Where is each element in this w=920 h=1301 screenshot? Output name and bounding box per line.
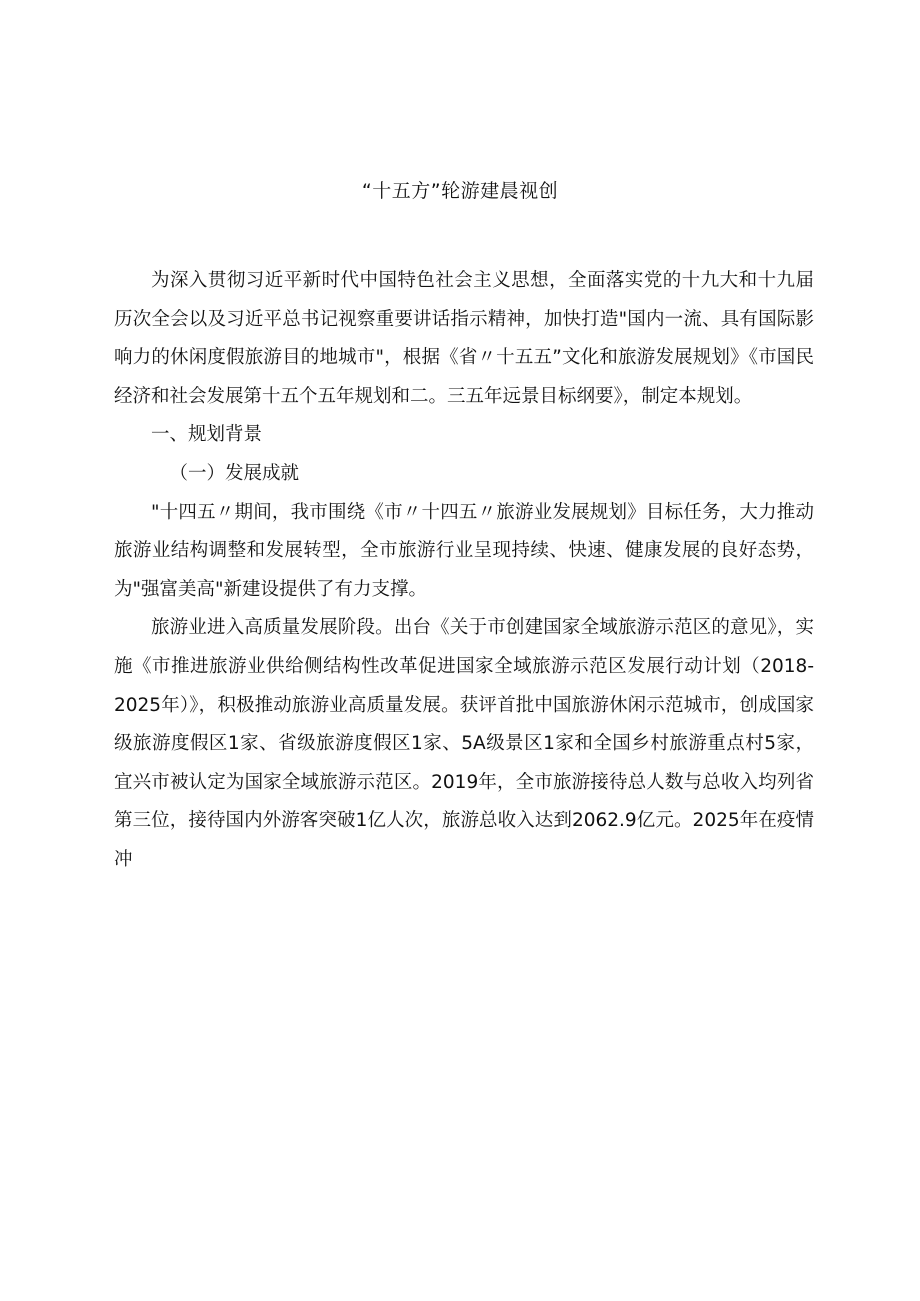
- document-body: [114, 262, 814, 880]
- section-heading-background: 一、规划背景: [151, 424, 263, 446]
- document-title: “十五方”轮游建晨视创: [361, 180, 559, 202]
- subsection-heading-achievements: （一）发展成就: [169, 462, 300, 484]
- intro-paragraph: 为深入贯彻习近平新时代中国特色社会主义思想，全面落实党的十九大和十九届历次全会以及习近平总书记视察重要讲话指示精神，加快打造"国内一流、具有国际影响力的休闲度假旅游目的地城市"，根据《省〃十五五”文化和旅游发展规划》《市国民经济和社会发展第十五个五年规划和二。三五年远景目标纲要》，制定本规划。: [114, 270, 814, 407]
- achievements-paragraph: "十四五〃期间，我市围绕《市〃十四五〃旅游业发展规划》目标任务，大力推动旅游业结构调整和发展转型，全市旅游行业呈现持续、快速、健康发展的良好态势，为"强富美高"新建设提供了有力支撑。: [114, 501, 814, 600]
- quality-development-paragraph: 旅游业进入高质量发展阶段。出台《关于市创建国家全域旅游示范区的意见》，实施《市推进旅游业供给侧结构性改革促进国家全域旅游示范区发展行动计划（2018-2025年）》，积极推动旅游业高质量发展。获评首批中国旅游休闲示范城市，创成国家级旅游度假区1家、省级旅游度假区1家、5A级景区1家和全国乡村旅游重点村5家，宜兴市被认定为国家全域旅游示范区。2019年，全市旅游接待总人数与总收入均列省第三位，接待国内外游客突破1亿人次，旅游总收入达到2062.9亿元。2025年在疫情冲: [114, 617, 814, 870]
